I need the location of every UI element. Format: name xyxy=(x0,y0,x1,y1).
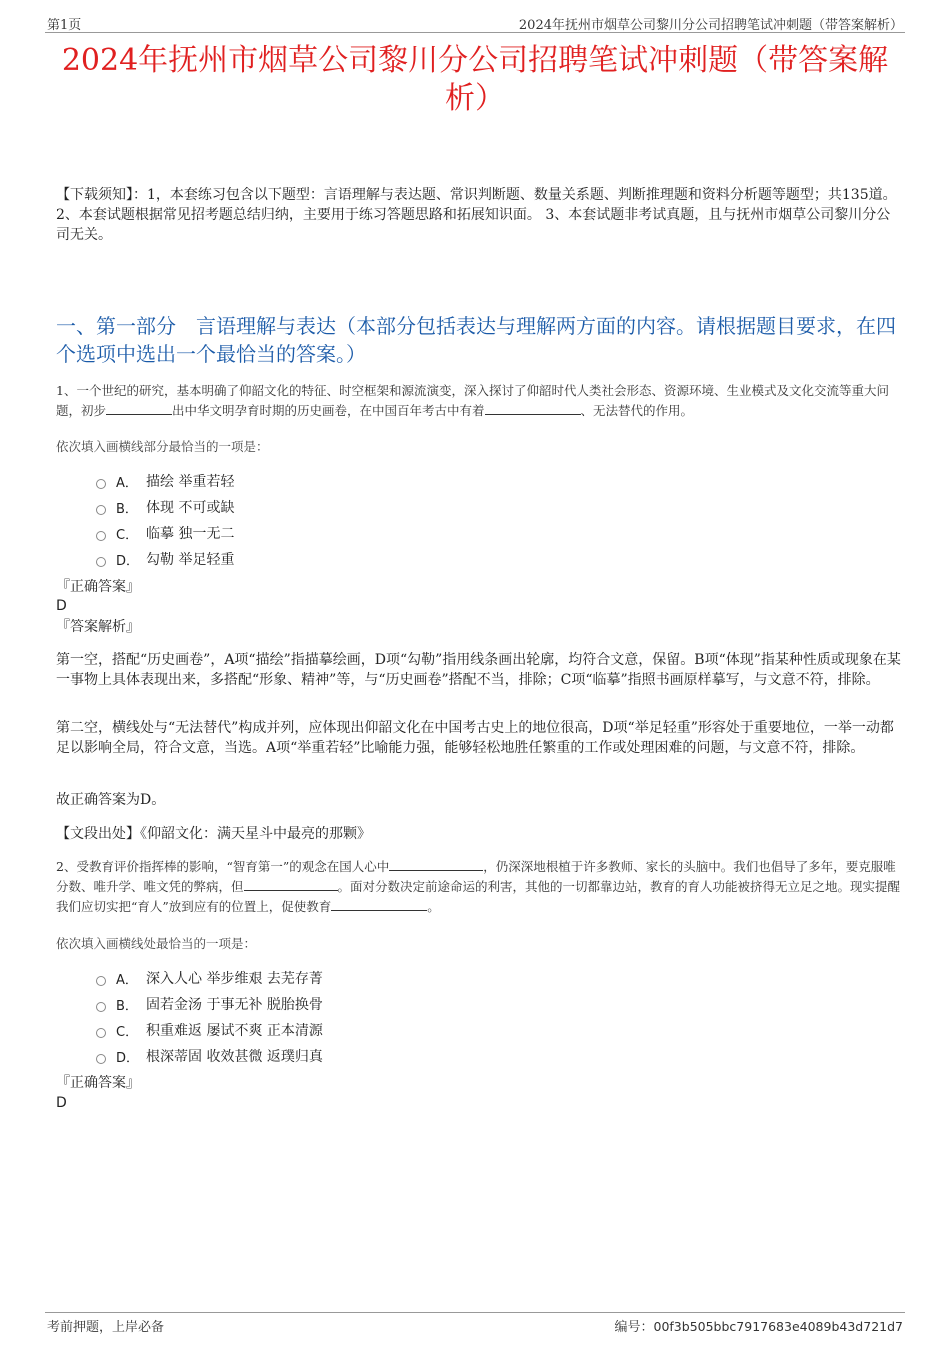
analysis-conclusion: 故正确答案为D。 xyxy=(56,792,166,808)
analysis-paragraph-2: 第二空，横线处与“无法替代”构成并列，应体现出仰韶文化在中国考古史上的地位很高，D项“举足轻重”形容处于重要地位，一举一动都足以影响全局，符合文意，当选。A项“举重若轻”比喻能力强，能够轻松地胜任繁重的工作或处理困难的问题，与文意不符，排除。 xyxy=(56,720,894,756)
option-a[interactable]: A． 描绘 举重若轻 xyxy=(96,468,234,494)
option-b[interactable]: B． 体现 不可或缺 xyxy=(96,494,234,520)
section-title: 一、第一部分 言语理解与表达（本部分包括表达与理解两方面的内容。请根据题目要求，在四个选项中选出一个最恰当的答案。） xyxy=(56,314,896,366)
page-header xyxy=(45,12,905,33)
question-2-options xyxy=(96,965,323,1069)
document-title: 2024年抚州市烟草公司黎川分公司招聘笔试冲刺题（带答案解析） xyxy=(61,43,889,116)
footer-slogan: 考前押题，上岸必备 xyxy=(47,1320,165,1335)
radio-button[interactable] xyxy=(96,1054,106,1064)
option-a[interactable]: A． 深入人心 举步维艰 去芜存菁 xyxy=(96,965,323,991)
option-b[interactable]: B． 固若金汤 于事无补 脱胎换骨 xyxy=(96,991,323,1017)
question-1-text: 1、一个世纪的研究，基本明确了仰韶文化的特征、时空框架和源流演变，深入探讨了仰韶时代人类社会形态、资源环境、生业模式及文化交流等重大问题，初步 出中华文明孕育时期的历史画卷，在中国百年考古中有着 、无法替代的作用。 xyxy=(56,383,889,418)
radio-button[interactable] xyxy=(96,531,106,541)
download-notice: 【下载须知】：1，本套练习包含以下题型：言语理解与表达题、常识判断题、数量关系题、判断推理题和资料分析题等题型；共135道。 2、本套试题根据常见招考题总结归纳，主要用于练习答题思路和拓展知识面。 3、本套试题非考试真题，且与抚州市烟草公司黎川分公司无关。 xyxy=(56,187,897,243)
page-number: 第1页 xyxy=(47,18,82,33)
source-citation: 【文段出处】《仰韶文化：满天星斗中最亮的那颗》 xyxy=(56,826,371,842)
radio-button[interactable] xyxy=(96,1028,106,1038)
page-footer xyxy=(45,1312,905,1337)
blank-line xyxy=(331,897,427,911)
radio-button[interactable] xyxy=(96,479,106,489)
header-doc-name: 2024年抚州市烟草公司黎川分公司招聘笔试冲刺题（带答案解析） xyxy=(518,18,903,33)
blank-line xyxy=(244,877,338,891)
correct-answer: D xyxy=(56,1095,67,1111)
analysis-label: 『答案解析』 xyxy=(56,619,140,635)
radio-button[interactable] xyxy=(96,557,106,567)
option-d[interactable]: D． 勾勒 举足轻重 xyxy=(96,546,234,572)
question-2-prompt: 依次填入画横线处最恰当的一项是： xyxy=(56,936,257,951)
question-1-options xyxy=(96,468,234,572)
correct-answer-label: 『正确答案』 xyxy=(56,579,140,595)
radio-button[interactable] xyxy=(96,976,106,986)
analysis-paragraph-1: 第一空，搭配“历史画卷”，A项“描绘”指描摹绘画，D项“勾勒”指用线条画出轮廓，均符合文意，保留。B项“体现”指某种性质或现象在某一事物上具体表现出来，多搭配“形象、精神”等，与“历史画卷”搭配不当，排除；C项“临摹”指照书画原样摹写，与文意不符，排除。 xyxy=(56,652,901,688)
blank-line xyxy=(106,401,172,415)
correct-answer: D xyxy=(56,598,67,614)
option-d[interactable]: D． 根深蒂固 收效甚微 返璞归真 xyxy=(96,1043,323,1069)
question-1-prompt: 依次填入画横线部分最恰当的一项是： xyxy=(56,439,269,454)
correct-answer-label: 『正确答案』 xyxy=(56,1075,140,1091)
option-c[interactable]: C． 积重难返 屡试不爽 正本清源 xyxy=(96,1017,323,1043)
question-2-text: 2、受教育评价指挥棒的影响，“智育第一”的观念在国人心中 ，仍深深地根植于许多教师、家长的头脑中。我们也倡导了多年，要克服唯分数、唯升学、唯文凭的弊病，但 。面对分数决定前途命运的利害，其他的一切都靠边站，教育的育人功能被挤得无立足之地。现实提醒我们应切实把“育人”放到应有的位置上，促使教育 。 xyxy=(56,859,901,914)
footer-code: 编号：00f3b505bbc7917683e4089b43d721d7 xyxy=(614,1319,903,1335)
option-c[interactable]: C． 临摹 独一无二 xyxy=(96,520,234,546)
blank-line xyxy=(485,401,581,415)
radio-button[interactable] xyxy=(96,1002,106,1012)
blank-line xyxy=(389,857,483,871)
radio-button[interactable] xyxy=(96,505,106,515)
